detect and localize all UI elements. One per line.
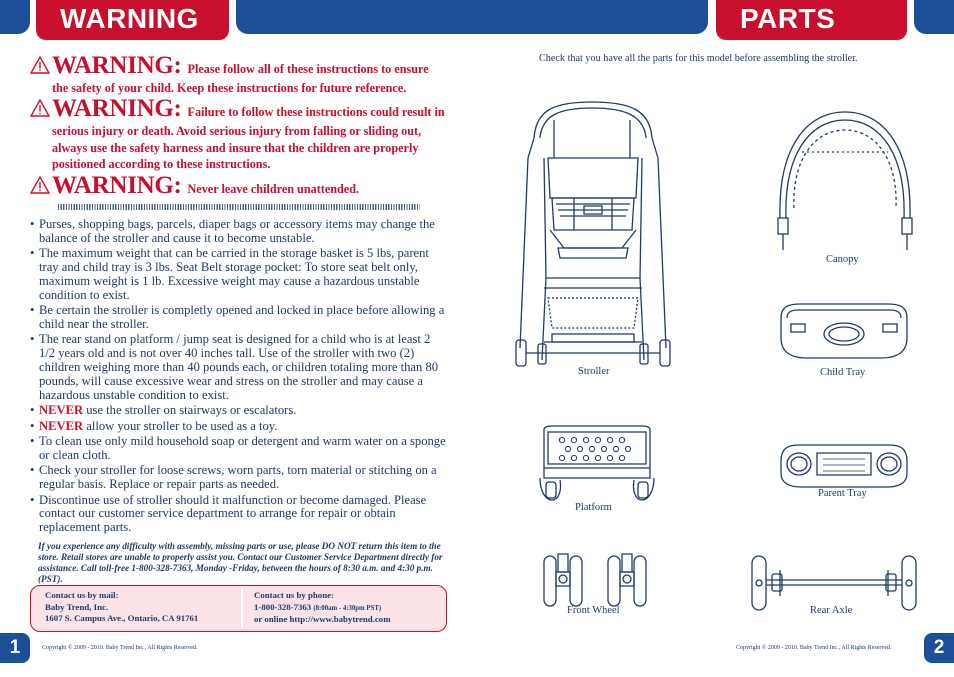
safety-bullet-list [30, 218, 448, 537]
list-item: • Check your stroller for loose screws, worn parts, torn material or stitching on a regular basis. Replace or repair parts as needed. [30, 464, 448, 492]
warning-heading: WARNING: [52, 95, 182, 122]
warning-lead-text: Please follow all of these instructions to ensure [187, 62, 429, 76]
page-number-right: 2 [924, 633, 954, 663]
copyright-left: Copyright © 2009 - 2010. Baby Trend Inc., All Rights Reserved. [42, 645, 198, 651]
warning-triangle-icon [30, 99, 50, 117]
platform-illustration [538, 424, 656, 504]
contact-phone-number: 1-800-328-7363 [254, 601, 312, 612]
contact-box [30, 585, 447, 632]
stroller-illustration [514, 98, 672, 370]
warning-statement-2 [30, 95, 448, 173]
warning-lead-text: Never leave children unattended. [187, 182, 360, 196]
warning-statement-1 [30, 52, 448, 97]
header-bar-right [914, 0, 954, 34]
warning-heading: WARNING: [52, 172, 182, 199]
stroller-label: Stroller [578, 366, 610, 377]
contact-phone [254, 590, 391, 626]
warning-lead-text: Failure to follow these instructions could result in [187, 105, 445, 119]
list-item: • The rear stand on platform / jump seat is designed for a child who is at least 2 1/2 years old and is not over 40 inches tall. Use of the stroller with two (2) children weighing more than 40 pounds each, or children totaling more than 80 pounds, will cause excessive wear and stress on the stroller and may cause a hazardous unstable condition to exist. [30, 333, 448, 402]
platform-label: Platform [575, 502, 612, 513]
header-bar-left [0, 0, 30, 34]
contact-website-link[interactable]: or online http://www.babytrend.com [254, 614, 391, 624]
contact-address: 1607 S. Campus Ave., Ontario, CA 91761 [45, 613, 199, 623]
list-item: • NEVER use the stroller on stairways or escalators. [30, 404, 448, 418]
canopy-illustration [772, 108, 918, 254]
contact-phone-hours: (8:00am - 4:30pm PST) [313, 604, 382, 612]
copyright-right: Copyright © 2009 - 2010. Baby Trend Inc., All Rights Reserved. [736, 645, 892, 651]
parent-tray-label: Parent Tray [818, 488, 867, 499]
warning-body-text: the safety of your child. Keep these instructions for future reference. [52, 81, 407, 95]
customer-service-note: If you experience any difficulty with assembly, missing parts or use, please DO NOT return this item to the store. Retail stores are unable to properly assist you. Contact our Customer Service Department directly for assistance. Call toll-free 1-800-328-7363, Monday -Friday, between the hours of 8:30 a.m. and 4:30 p.m. (PST). [38, 541, 443, 584]
parts-section-title: PARTS [716, 0, 907, 40]
contact-separator [241, 589, 243, 628]
warning-section-title: WARNING [36, 0, 229, 40]
list-item: • Be certain the stroller is completly opened and locked in place before allowing a child near the stroller. [30, 304, 448, 332]
contact-phone-title: Contact us by phone: [254, 590, 334, 600]
front-wheel-illustration [540, 550, 658, 610]
contact-company: Baby Trend, Inc. [45, 601, 109, 612]
child-tray-illustration [777, 302, 911, 362]
parts-intro: Check that you have all the parts for this model before assembling the stroller. [539, 53, 858, 64]
header-bar-center [236, 0, 708, 34]
list-item: • To clean use only mild household soap or detergent and warm water on a sponge or clean cloth. [30, 435, 448, 463]
warning-heading: WARNING: [52, 52, 182, 79]
parent-tray-illustration [777, 443, 911, 489]
list-item: • The maximum weight that can be carried in the storage basket is 5 lbs, parent tray and child tray is 3 lbs. Seat Belt storage pocket: To store seat belt only, maximum weight is 1 lb. Excessive weight may cause a hazardous unstable condition to exist. [30, 247, 448, 302]
warning-body-text: serious injury or death. Avoid serious injury from falling or sliding out, always use the safety harness and insure that the children are properly positioned according to these instructions. [52, 124, 422, 171]
canopy-label: Canopy [826, 254, 859, 265]
section-divider [58, 204, 420, 210]
rear-axle-label: Rear Axle [810, 605, 853, 616]
list-item: • Discontinue use of stroller should it malfunction or become damaged. Please contact our customer service department to arrange for repair or obtain replacement parts. [30, 494, 448, 535]
page-number-left: 1 [0, 633, 30, 663]
front-wheel-label: Front Wheel [567, 605, 620, 616]
contact-mail-title: Contact us by mail: [45, 590, 119, 600]
contact-mail [45, 590, 198, 625]
child-tray-label: Child Tray [820, 367, 866, 378]
warning-statement-3 [30, 172, 448, 200]
warning-triangle-icon [30, 176, 50, 194]
list-item: • Purses, shopping bags, parcels, diaper bags or accessory items may change the balance of the stroller and cause it to become unstable. [30, 218, 448, 246]
list-item: • NEVER allow your stroller to be used as a toy. [30, 420, 448, 434]
warning-triangle-icon [30, 56, 50, 74]
